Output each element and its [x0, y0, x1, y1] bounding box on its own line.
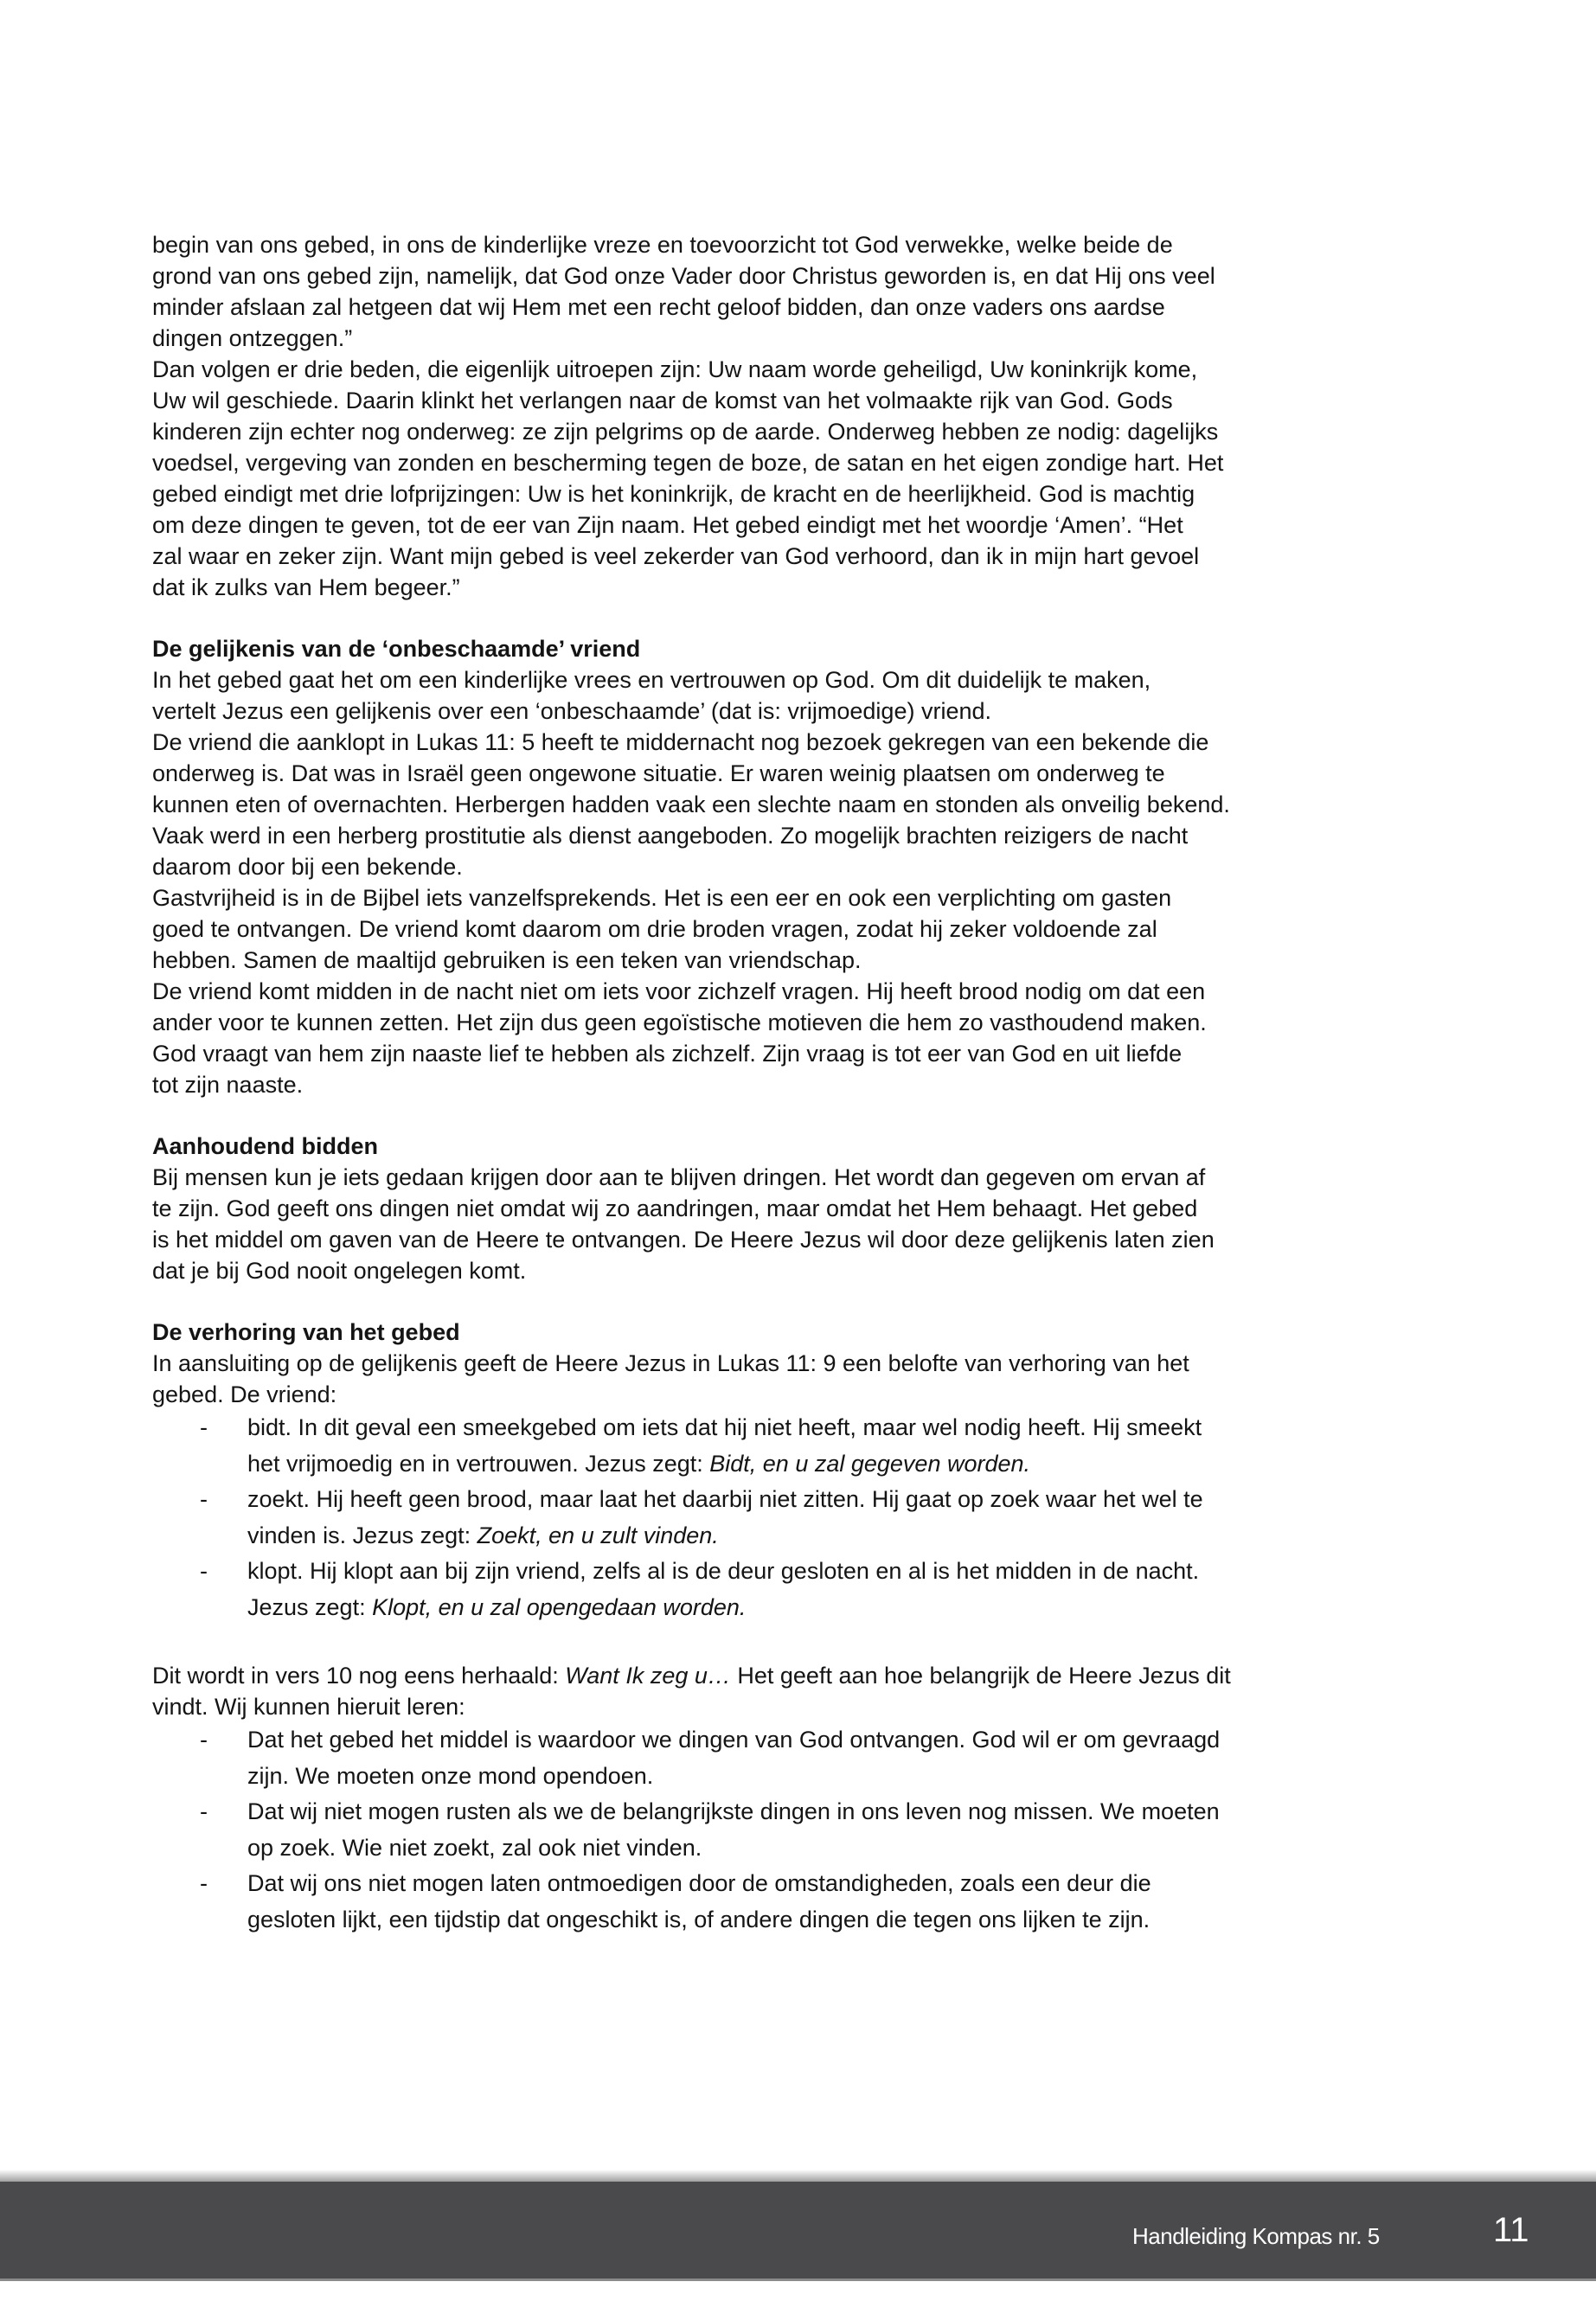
text-line: ander voor te kunnen zetten. Het zijn dus geen egoïstische motieven die hem zo vasthoudend maken.: [152, 1009, 1207, 1035]
bullet-dash: -: [200, 1558, 208, 1584]
text-line: kinderen zijn echter nog onderweg: ze zijn pelgrims op de aarde. Onderweg hebben ze nodig: dagelijks: [152, 419, 1219, 445]
text-segment: Dit wordt in vers 10 nog eens herhaald:: [152, 1663, 566, 1689]
text-line: In het gebed gaat het om een kinderlijke vrees en vertrouwen op God. Om dit duidelijk te maken,: [152, 667, 1151, 693]
text-line: dat je bij God nooit ongelegen komt.: [152, 1258, 527, 1284]
text-line: te zijn. God geeft ons dingen niet omdat wij zo aandringen, maar omdat het Hem behaagt. Het gebed: [152, 1195, 1198, 1221]
text-line: om deze dingen te geven, tot de eer van Zijn naam. Het gebed eindigt met het woordje ‘Amen’. “Het: [152, 512, 1183, 538]
text-line: goed te ontvangen. De vriend komt daarom om drie broden vragen, zodat hij zeker voldoende zal: [152, 916, 1157, 942]
text-segment: klopt. Hij klopt aan bij zijn vriend, zelfs al is de deur gesloten en al is het midden in de nacht.: [247, 1558, 1200, 1584]
text-line: tot zijn naaste.: [152, 1072, 304, 1098]
text-line: dingen ontzeggen.”: [152, 325, 353, 351]
text-segment: Jezus zegt:: [247, 1593, 373, 1620]
bullet-dash: -: [200, 1798, 208, 1824]
list-item: [152, 1794, 1433, 1830]
list-item-continuation: [152, 1518, 1433, 1554]
text-line: onderweg is. Dat was in Israël geen ongewone situatie. Er waren weinig plaatsen om onderweg te: [152, 760, 1165, 786]
list-item-continuation: [152, 1590, 1433, 1626]
paragraph-gap: [152, 1625, 1433, 1660]
text-segment: Dat wij niet mogen rusten als we de belangrijkste dingen in ons leven nog missen. We moeten: [247, 1798, 1220, 1824]
section-heading: Aanhoudend bidden: [152, 1133, 378, 1159]
text-line: vertelt Jezus een gelijkenis over een ‘onbeschaamde’ (dat is: vrijmoedige) vriend.: [152, 698, 991, 724]
text-segment: op zoek. Wie niet zoekt, zal ook niet vinden.: [247, 1834, 702, 1861]
list-item-continuation: [152, 1759, 1433, 1795]
document-body: [152, 229, 1433, 1938]
text-segment: zijn. We moeten onze mond opendoen.: [247, 1762, 654, 1789]
list-item-continuation: [152, 1902, 1433, 1939]
text-line: dat ik zulks van Hem begeer.”: [152, 574, 460, 600]
section-heading: De gelijkenis van de ‘onbeschaamde’ vriend: [152, 636, 641, 662]
text-line: gebed. De vriend:: [152, 1381, 337, 1407]
bullet-dash: -: [200, 1727, 208, 1753]
page-footer: [0, 2182, 1596, 2281]
text-segment: vinden is. Jezus zegt:: [247, 1522, 478, 1548]
section-heading: De verhoring van het gebed: [152, 1319, 460, 1345]
footer-title: Handleiding Kompas nr. 5: [1132, 2223, 1380, 2249]
text-line: zal waar en zeker zijn. Want mijn gebed is veel zekerder van God verhoord, dan ik in mijn hart gevoel: [152, 543, 1200, 569]
text-line: [152, 1660, 1433, 1691]
list-item: [152, 1866, 1433, 1902]
list-item: [152, 1482, 1433, 1518]
text-line: De vriend komt midden in de nacht niet om iets voor zichzelf vragen. Hij heeft brood nodig om dat een: [152, 978, 1206, 1004]
bullet-dash: -: [200, 1486, 208, 1512]
text-line: gebed eindigt met drie lofprijzingen: Uw is het koninkrijk, de kracht en de heerlijkheid. God is machtig: [152, 481, 1195, 507]
text-line: minder afslaan zal hetgeen dat wij Hem met een recht geloof bidden, dan onze vaders ons aardse: [152, 294, 1165, 320]
text-segment: Dat wij ons niet mogen laten ontmoedigen door de omstandigheden, zoals een deur die: [247, 1870, 1151, 1896]
text-line: is het middel om gaven van de Heere te ontvangen. De Heere Jezus wil door deze gelijkenis laten zien: [152, 1227, 1215, 1253]
text-line: begin van ons gebed, in ons de kinderlijke vreze en toevoorzicht tot God verwekke, welke beide de: [152, 232, 1173, 258]
text-line: God vraagt van hem zijn naaste lief te hebben als zichzelf. Zijn vraag is tot eer van God en uit liefde: [152, 1041, 1183, 1067]
list-item-continuation: [152, 1830, 1433, 1867]
text-line: voedsel, vergeving van zonden en bescherming tegen de boze, de satan en het eigen zondige hart. Het: [152, 450, 1224, 476]
text-line: grond van ons gebed zijn, namelijk, dat God onze Vader door Christus geworden is, en dat Hij ons veel: [152, 263, 1215, 289]
bullet-dash: -: [200, 1414, 208, 1440]
paragraph-gap: [152, 1100, 1433, 1131]
text-line: hebben. Samen de maaltijd gebruiken is een teken van vriendschap.: [152, 947, 862, 973]
list-item: [152, 1554, 1433, 1590]
italic-quote: Bidt, en u zal gegeven worden.: [709, 1450, 1031, 1477]
text-segment: Dat het gebed het middel is waardoor we dingen van God ontvangen. God wil er om gevraagd: [247, 1727, 1221, 1753]
italic-quote: Want Ik zeg u…: [565, 1663, 731, 1689]
text-line: Vaak werd in een herberg prostitutie als dienst aangeboden. Zo mogelijk brachten reizigers de nacht: [152, 823, 1189, 849]
italic-quote: Klopt, en u zal opengedaan worden.: [372, 1593, 747, 1620]
page-number: 11: [1493, 2211, 1529, 2249]
text-segment: zoekt. Hij heeft geen brood, maar laat het daarbij niet zitten. Hij gaat op zoek waar het wel te: [247, 1486, 1203, 1512]
text-segment: het vrijmoedig en in vertrouwen. Jezus zegt:: [247, 1450, 710, 1477]
text-line: Dan volgen er drie beden, die eigenlijk uitroepen zijn: Uw naam worde geheiligd, Uw koninkrijk kome,: [152, 356, 1198, 382]
text-line: Gastvrijheid is in de Bijbel iets vanzelfsprekends. Het is een eer en ook een verplichting om gasten: [152, 885, 1172, 911]
text-segment: Het geeft aan hoe belangrijk de Heere Jezus dit: [730, 1663, 1231, 1689]
text-line: vindt. Wij kunnen hieruit leren:: [152, 1694, 465, 1720]
list-item-continuation: [152, 1446, 1433, 1483]
text-line: In aansluiting op de gelijkenis geeft de Heere Jezus in Lukas 11: 9 een belofte van verhoring van het: [152, 1350, 1189, 1376]
text-segment: bidt. In dit geval een smeekgebed om iets dat hij niet heeft, maar wel nodig heeft. Hij smeekt: [247, 1414, 1202, 1440]
bullet-dash: -: [200, 1870, 208, 1896]
text-line: De vriend die aanklopt in Lukas 11: 5 heeft te middernacht nog bezoek gekregen van een bekende die: [152, 729, 1209, 755]
text-line: kunnen eten of overnachten. Herbergen hadden vaak een slechte naam en stonden als onveilig bekend.: [152, 792, 1230, 817]
list-item: [152, 1722, 1433, 1759]
paragraph-gap: [152, 603, 1433, 633]
list-item: [152, 1410, 1433, 1446]
paragraph-gap: [152, 1286, 1433, 1317]
text-line: daarom door bij een bekende.: [152, 854, 463, 880]
text-line: Bij mensen kun je iets gedaan krijgen door aan te blijven dringen. Het wordt dan gegeven om ervan af: [152, 1164, 1206, 1190]
italic-quote: Zoekt, en u zult vinden.: [477, 1522, 719, 1548]
text-segment: gesloten lijkt, een tijdstip dat ongeschikt is, of andere dingen die tegen ons lijken te zijn.: [247, 1906, 1151, 1932]
text-line: Uw wil geschiede. Daarin klinkt het verlangen naar de komst van het volmaakte rijk van God. Gods: [152, 388, 1173, 413]
